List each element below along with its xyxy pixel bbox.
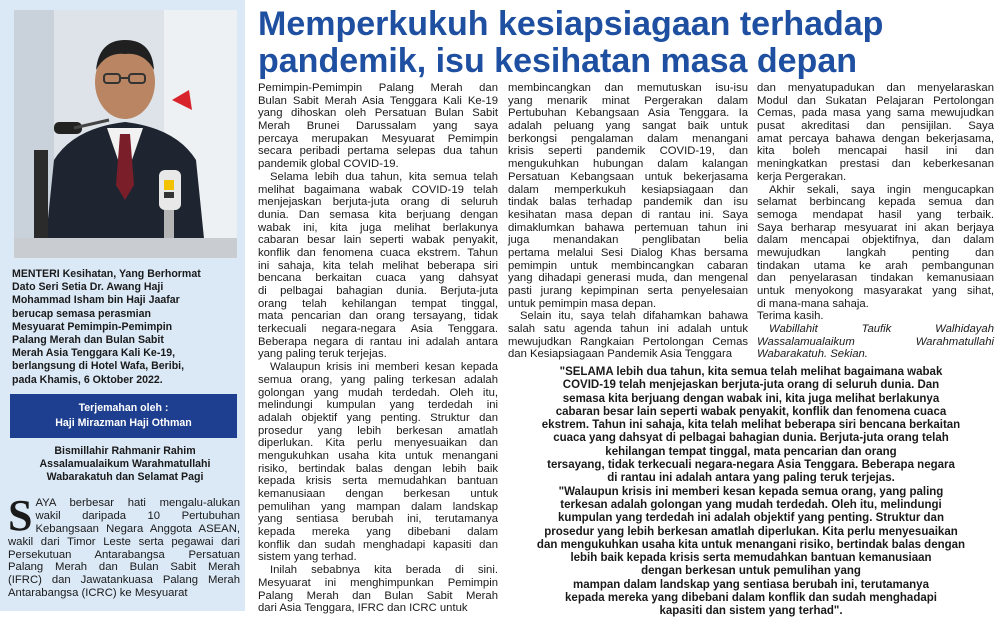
greeting-block [8,445,242,484]
minister-photo [14,10,237,258]
caption-line: Merah Asia Tenggara Kali Ke-19, [12,347,176,360]
column-line: Selain itu, saya telah difahamkan bahawa [520,310,748,323]
translator-label: Terjemahan oleh : [78,402,169,414]
column-line: Wabarakatuh. Sekian. [757,348,868,361]
column-line: dan menyatupadukan dan menyelaraskan [757,82,994,94]
column-line: di pelbagai bahagian dunia. Berjuta-juta [258,285,498,297]
pull-quote-line: kehilangan tempat tinggal, mata pencarian dan orang [605,445,897,458]
intro-line: (IFRC) dan Jawatankuasa Palang Merah [8,574,240,587]
column-line: menjejaskan berjuta-juta orang di seluruh [258,196,498,209]
pull-quote-line: semasa kita berjuang dengan wabak ini, kita juga melihat berlakunya [562,392,940,405]
column-line: diperlukan. Kita perlu menyesuaikan dan [258,437,498,450]
pull-quote-line: terkesan adalah golongan yang mudah terdedah. Oleh itu, melindungi [560,498,942,511]
column-line: pasti jurang kepimpinan serta penyelesaian [508,285,748,297]
pull-quote-line: mampan dalam landskap yang sentiasa berubah ini, terutamanya [573,578,929,591]
pull-quote-line: cabaran besar lain seperti wabak penyakit, konflik dan fenomena cuaca [555,405,947,418]
column-line: krisis seperti pandemik COVID-19, dan [508,145,748,158]
column-line: selamat berbincang kepada semua dan [757,196,994,209]
column-line: risiko, bertindak balas dengan lebih baik [258,462,498,475]
column-line: secara peribadi pertama selepas dua tahun [258,145,498,158]
minister-speaking-illustration [14,10,237,258]
caption-line: berlangsung di Hotel Wafa, Beribi, [12,360,185,373]
intro-line: Antarabangsa (ICRC) ke Mesyuarat [8,587,188,600]
pull-quote-line: kepada mereka yang dibebani dalam konflik dan sudah menghadapi [565,592,937,605]
pull-quote-line: "SELAMA lebih dua tahun, kita semua telah melihat bagaimana wabak [559,366,943,378]
column-line: pusat akreditasi dan pensijilan. Saya [757,120,994,133]
column-line: prosedur yang lebih berkesan amatlah [258,424,498,437]
column-line: yang dihoskan oleh Persatuan Bulan Sabit [258,107,498,120]
column-line: terkecuali negara-negara Asia Tenggara. [258,323,498,336]
dropcap-letter: S [8,491,33,540]
column-line: Persatuan Kebangsaan untuk bekerjasama [508,170,748,183]
intro-line: Persekutuan Antarabangsa Persatuan [8,548,240,561]
greeting-line: Wabarakatuh dan Selamat Pagi [46,471,204,483]
column-line: di mana-mana sahaja. [757,297,869,310]
column-line: kepada krisis serta memudahkan bantuan [258,475,498,488]
column-line: melindungi kumpulan yang terdedah ini [258,399,498,412]
column-line: Wabillahit Taufik Walhidayah [769,323,994,336]
pull-quote [508,366,994,619]
pull-quote-line: kapasiti dan sistem yang terhad". [659,605,843,618]
pull-quote-line: COVID-19 telah menjejaskan berjuta-juta orang di seluruh dunia. Dan [562,379,940,392]
column-line: Walaupun krisis ini memberi kesan kepada [270,361,498,374]
column-line: Saya berharap mesyuarat ini akan berjaya [757,221,994,234]
column-line: yang menarik minat Pergerakan dalam [508,94,748,107]
translator-box [10,394,237,438]
pull-quote-line: prosedur yang lebih berkesan amatlah diperlukan. Kita perlu menyesuaikan [544,525,958,538]
pull-quote-line: "Walaupun krisis ini memberi kesan kepada semua orang, yang paling [558,485,944,498]
column-line: mengukuhkan usaha kita untuk menangani [258,449,498,462]
column-line: wabak ini, kita juga melihat berlakunya [258,221,498,234]
column-line: pandemik global COVID-19. [258,158,399,171]
column-line: dan penyelarasan tindakan kemanusiaan [757,272,994,285]
column-line: yang dihadapi generasi muda, dan mengenal [508,272,748,285]
column-line: melihat bagaimana wabak COVID-19 telah [258,183,498,196]
column-line: Terima kasih. [757,310,824,323]
headline-line: Memperkukuh kesiapsiagaan terhadap [258,5,884,43]
column-line: Pemimpin-Pemimpin Palang Merah dan [258,82,498,94]
intro-line: wakil dari Timor Leste serta pegawai dari [8,535,240,548]
column-line: yang sentiasa berubah ini, terutamanya [258,513,498,526]
pull-quote-line: dan mengukuhkan usaha kita untuk menangani risiko, bertindak balas dengan [536,538,966,551]
column-line: Selama lebih dua tahun, kita semua telah [270,170,498,183]
column-line: mata pencarian dan orang tersayang, tidak [258,310,498,323]
column-line: ini sahaja, kita telah melihat beberapa siri [258,259,498,272]
column-line: mengukuhkan hubungan dalam kalangan [508,158,748,171]
column-line: meningkatkan prestasi dan keberkesanan [757,158,994,171]
column-line: dan Kesiapsiagaan Pandemik Asia Tenggara [508,348,733,361]
column-line: Modul dan Sukatan Pelajaran Pertolongan [757,94,994,107]
intro-line: AYA berbesar hati mengalu-alukan [35,497,240,509]
headline-line: pandemik, isu kesihatan masa depan [258,42,858,80]
pull-quote-line: dengan berkesan untuk pemulihan yang [641,565,861,578]
greeting-line: Bismillahir Rahmanir Rahim [54,445,196,457]
column-line: semoga mendapat hasil yang terbaik. [757,208,994,221]
column-line: untuk menyokong masyarakat yang sihat, [757,285,994,297]
caption-line: Palang Merah dan Bulan Sabit [12,334,164,347]
intro-line: wakil daripada 10 Pertubuhan [35,509,240,522]
pull-quote-line: ekstrem. Tahun ini sahaja, kita telah melihat beberapa siri bencana berkaitan [541,419,961,432]
photo-caption [12,268,238,387]
column-line: dari Asia Tenggara, IFRC dan ICRC untuk [258,602,468,615]
column-line: Bulan Sabit Merah Asia Tenggara Kali Ke-19 [258,94,498,107]
column-line: kesihatan masa depan di rantau ini. Saya [508,208,748,221]
column-line: mewujudkan langkah penting dan [757,246,994,259]
caption-line: berucap semasa perasmian [12,307,151,320]
column-line: pertama melalui Sesi Dialog Khas bersama [508,246,748,259]
column-line: Inilah sebabnya kita berada di sini. [270,564,498,577]
article-column-3 [757,82,994,361]
pull-quote-line: tersayang, tidak terkecuali negara-negara Asia Tenggara. Beberapa negara [547,459,955,472]
column-line: juga menandakan penglibatan belia [508,234,748,247]
column-line: bencana berkaitan cuaca yang dahsyat [258,272,498,285]
column-line: pemimpin untuk membincangkan cabaran [508,259,748,272]
article-headline [258,6,998,80]
pull-quote-line: cuaca yang dahsyat di pelbagai bahagian dunia. Berjuta-juta orang telah [553,432,949,445]
column-line: salah satu agenda tahun ini adalah untuk [508,323,748,336]
column-line: Palang Merah dan Bulan Sabit Merah [258,589,498,602]
column-line: kita boleh mencapai hasil ini dan [757,145,994,158]
column-line: Wassalamualaikum Warahmatullahi [757,335,994,348]
intro-line: Kebangsaan Negara Anggota ASEAN, [35,522,240,535]
column-line: golongan yang mudah terdedah. Oleh itu, [258,386,498,399]
pull-quote-line: lebih baik kepada krisis serta memudahkan bantuan kemanusiaan [570,552,932,565]
column-line: percaya merupakan Mesyuarat Pemimpin [258,132,498,145]
caption-line: MENTERI Kesihatan, Yang Berhormat [12,268,201,280]
column-line: adalah objektif yang penting. Struktur dan [258,411,498,424]
greeting-line: Assalamualaikum Warahmatullahi [39,458,211,470]
caption-line: Mesyuarat Pemimpin-Pemimpin [12,320,173,333]
column-line: pemulihan yang mampan dalam landskap [258,500,498,513]
translator-name: Haji Mirazman Haji Othman [55,417,192,429]
column-line: Mesyuarat ini menghimpunkan Pemimpin [258,576,498,589]
column-line: cabaran besar lain seperti wabak penyakit, [258,234,498,247]
pull-quote-line: di rantau ini adalah antara yang paling teruk terjejas. [607,472,895,485]
intro-paragraph [8,491,240,600]
column-line: Akhir sekali, saya ingin mengucapkan [769,183,994,196]
column-line: dimaklumkan bahawa pertemuan tahun ini [508,221,748,234]
column-line: orang telah kehilangan tempat tinggal, [258,297,498,310]
column-line: dunia. Dan semasa kita berjuang dengan [258,208,498,221]
column-line: untuk pemimpin masa depan. [508,297,657,310]
column-line: konflik dan fenomena cuaca ekstrem. Tahun [258,246,498,259]
column-line: konflik dan sudah menghadapi kapasiti dan [258,538,498,551]
column-line: adalah peluang yang sangat baik untuk [508,120,748,133]
caption-line: Dato Seri Setia Dr. Awang Haji [12,281,164,294]
column-line: berkongsi pengalaman dalam menangani [508,132,748,145]
article-column-2 [508,82,748,361]
column-line: Cemas, pada masa yang sama mewujudkan [757,107,994,120]
column-line: dalam memperkukuh kesiapsiagaan dan [508,183,748,196]
left-sidebar [0,0,245,611]
column-line: Pertubuhan Kebangsaan Asia Tenggara. Ia [508,107,748,120]
column-line: Beberapa negara di rantau ini adalah antara [258,335,498,348]
column-line: tindak balas terhadap pandemik dan isu [508,196,748,209]
column-line: kerja Pergerakan. [757,170,847,183]
column-line: kemanusiaan dengan berkesan untuk [258,488,498,500]
column-line: kepada mereka yang dibebani dalam [258,526,498,539]
column-line: dalam mencapai objektifnya, dan dalam [757,234,994,247]
pull-quote-line: kumpulan yang terdedah ini adalah objektif yang penting. Struktur dan [558,512,944,525]
intro-line: Palang Merah dan Bulan Sabit Merah [8,561,240,574]
column-line: mewujudkan Rangkaian Pertolongan Cemas [508,335,748,348]
article-column-1 [258,82,498,615]
column-line: Merah Brunei Darussalam yang saya [258,120,498,133]
column-line: tindakan utama ke arah pembangunan [757,259,994,272]
column-line: sistem yang terhad. [258,551,357,564]
caption-line: Mohammad Isham bin Haji Jaafar [12,294,180,307]
column-line: yang paling teruk terjejas. [258,348,387,361]
column-line: amat percaya bahawa dengan bekerjasama, [757,132,994,145]
column-line: semua orang, yang paling terkesan adalah [258,373,498,386]
column-line: membincangkan dan memutuskan isu-isu [508,82,748,94]
caption-line: pada Khamis, 6 Oktober 2022. [12,373,163,386]
